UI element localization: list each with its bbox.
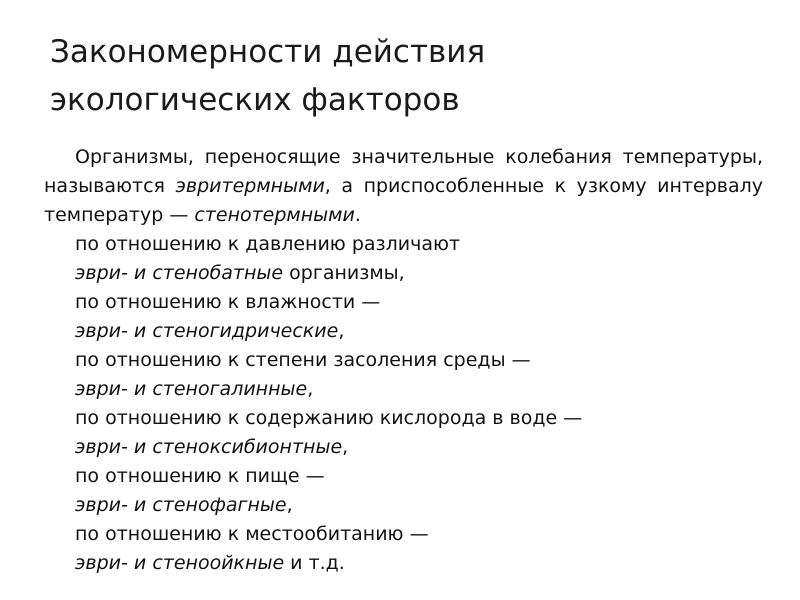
line-text-after: , — [286, 494, 293, 516]
list-line-6 — [44, 375, 763, 404]
list-line-9 — [44, 462, 763, 491]
line-text-after: , — [342, 436, 349, 458]
list-line-5 — [44, 346, 763, 375]
line-text: по отношению к местообитанию — — [75, 523, 429, 545]
line-term: эври- и стеноксибионтные — [75, 436, 343, 458]
list-line-10 — [44, 491, 763, 520]
intro-text-3: . — [354, 204, 361, 226]
line-text: по отношению к содержанию кислорода в воде — — [75, 407, 583, 429]
intro-text-1: Организмы, переносящие значительные колебания температуры, называются — [44, 146, 763, 197]
intro-paragraph — [44, 143, 763, 230]
list-line-2 — [44, 259, 763, 288]
line-text: по отношению к давлению различают — [75, 233, 461, 255]
slide-title-line-1: Закономерности действия — [50, 34, 486, 70]
line-text-after: и т.д. — [284, 552, 345, 574]
list-line-4 — [44, 317, 763, 346]
line-text: по отношению к пище — — [75, 465, 325, 487]
slide-body — [44, 143, 763, 578]
line-term: эври- и стенофагные — [75, 494, 287, 516]
line-term: эври- и стеногидрические — [75, 320, 339, 342]
line-text: по отношению к степени засоления среды — — [75, 349, 531, 371]
line-text-after: организмы, — [283, 262, 405, 284]
line-text: по отношению к влажности — — [75, 291, 381, 313]
line-term: эври- и стенобатные — [75, 262, 284, 284]
list-line-7 — [44, 404, 763, 433]
intro-term-stenothermal: стенотермными — [194, 204, 355, 226]
list-line-1 — [44, 230, 763, 259]
slide-title-line-2: экологических факторов — [50, 82, 460, 118]
list-line-3 — [44, 288, 763, 317]
list-line-11 — [44, 520, 763, 549]
list-line-8 — [44, 433, 763, 462]
line-term: эври- и стеноойкные — [75, 552, 285, 574]
intro-term-eurythermal: эвритермными — [175, 175, 325, 197]
line-text-after: , — [307, 378, 314, 400]
slide-title — [50, 28, 750, 124]
intro-text-2: , а приспособленные к узкому интервалу температур — — [44, 175, 763, 226]
list-line-12 — [44, 549, 763, 578]
line-term: эври- и стеногалинные — [75, 378, 308, 400]
line-text-after: , — [338, 320, 345, 342]
